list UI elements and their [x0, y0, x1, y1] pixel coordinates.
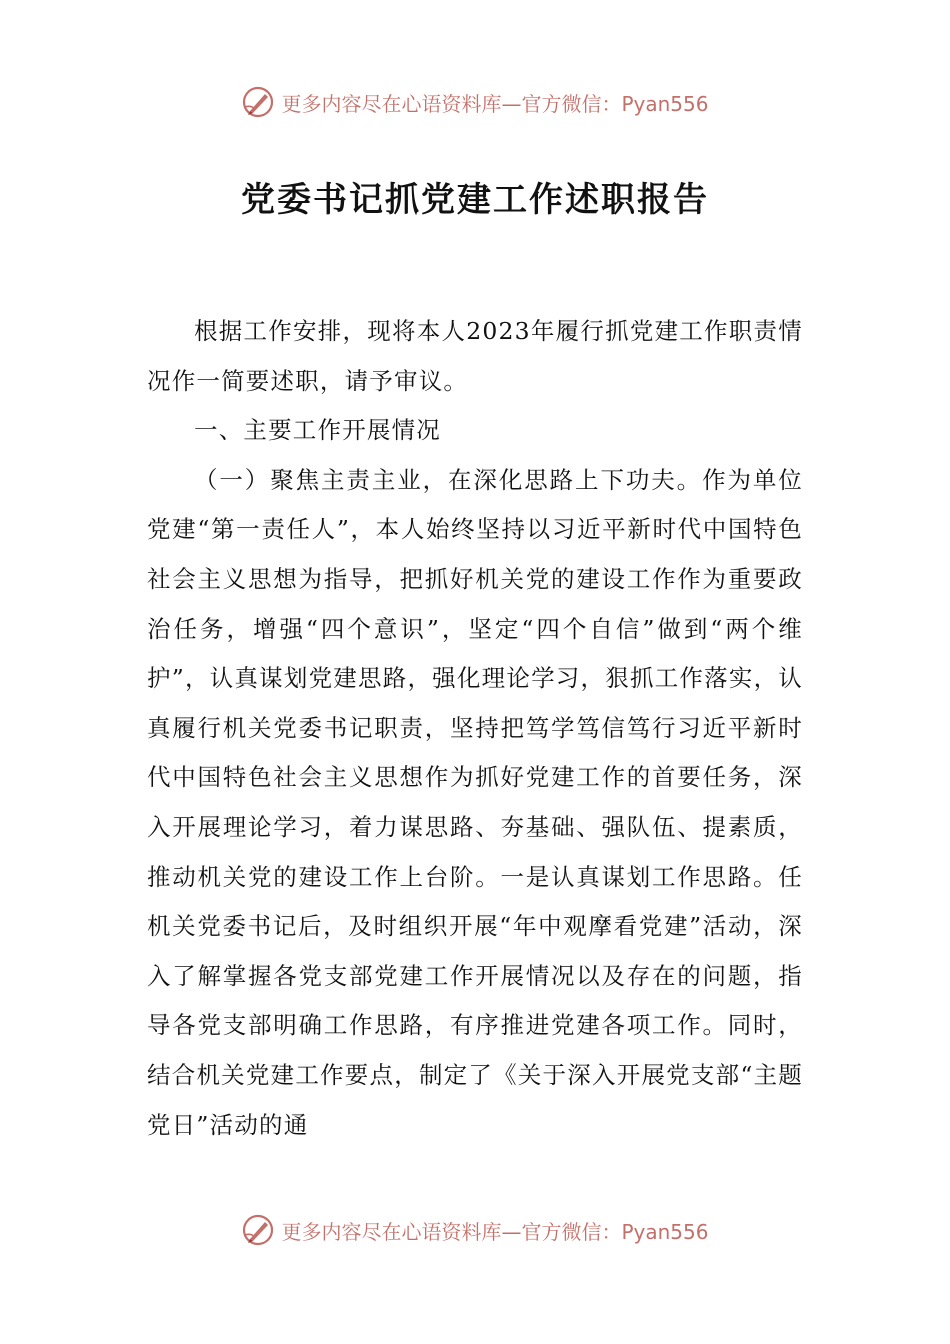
watermark-header — [0, 84, 950, 120]
document-body — [147, 307, 803, 1150]
pen-circle-icon — [241, 85, 275, 119]
watermark-footer — [0, 1212, 950, 1248]
paragraph-section-1: （一）聚焦主责主业，在深化思路上下功夫。作为单位党建“第一责任人”，本人始终坚持以习近平新时代中国特色社会主义思想为指导，把抓好机关党的建设工作作为重要政治任务，增强“四个意识”，坚定“四个自信”做到“两个维护”，认真谋划党建思路，强化理论学习，狠抓工作落实，认真履行机关党委书记职责，坚持把笃学笃信笃行习近平新时代中国特色社会主义思想作为抓好党建工作的首要任务，深入开展理论学习，着力谋思路、夯基础、强队伍、提素质，推动机关党的建设工作上台阶。一是认真谋划工作思路。任机关党委书记后，及时组织开展“年中观摩看党建”活动，深入了解掌握各党支部党建工作开展情况以及存在的问题，指导各党支部明确工作思路，有序推进党建各项工作。同时，结合机关党建工作要点，制定了《关于深入开展党支部“主题党日”活动的通 — [147, 465, 803, 1139]
document-title: 党委书记抓党建工作述职报告 — [241, 180, 709, 220]
section-heading: 一、主要工作开展情况 — [194, 416, 441, 445]
pen-circle-icon — [241, 1213, 275, 1247]
paragraph-intro: 根据工作安排，现将本人2023年履行抓党建工作职责情况作一简要述职，请予审议。 — [147, 317, 803, 395]
watermark-text: 更多内容尽在心语资料库—官方微信：Pyan556 — [281, 1219, 709, 1244]
watermark-text: 更多内容尽在心语资料库—官方微信：Pyan556 — [281, 91, 709, 116]
